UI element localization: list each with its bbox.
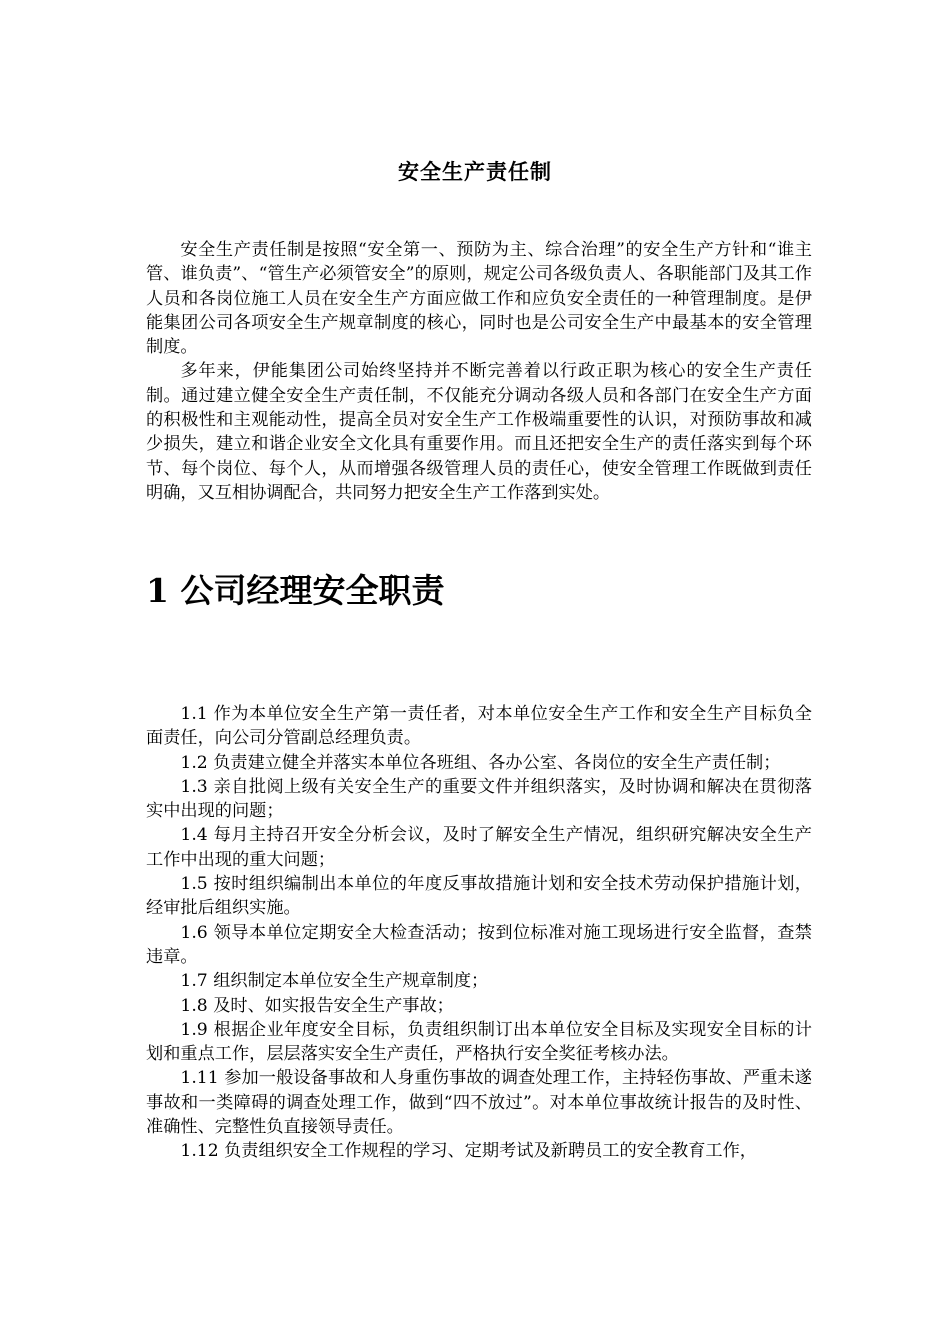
intro-paragraph: 安全生产责任制是按照“安全第一、预防为主、综合治理”的安全生产方针和“谁主管、谁负责”、“管生产必须管安全”的原则，规定公司各级负责人、各职能部门及其工作人员和各岗位施工人员在安全生产方面应做工作和应负安全责任的一种管理制度。是伊能集团公司各项安全生产规章制度的核心，同时也是公司安全生产中最基本的安全管理制度。 xyxy=(146,240,812,358)
intro-paragraph: 多年来，伊能集团公司始终坚持并不断完善着以行政正职为核心的安全生产责任制。通过建立健全安全生产责任制，不仅能充分调动各级人员和各部门在安全生产方面的积极性和主观能动性，提高全员对安全生产工作极端重要性的认识，对预防事故和减少损失，建立和谐企业安全文化具有重要作用。而且还把安全生产的责任落实到每个环节、每个岗位、每个人，从而增强各级管理人员的责任心，使安全管理工作既做到责任明确，又互相协调配合，共同努力把安全生产工作落到实处。 xyxy=(146,361,812,503)
section-heading: 1 公司经理安全职责 xyxy=(146,571,445,610)
duty-list xyxy=(146,702,812,1164)
duty-item: 1.8 及时、如实报告安全生产事故； xyxy=(180,995,454,1016)
intro-section xyxy=(146,238,812,505)
duty-item: 1.12 负责组织安全工作规程的学习、定期考试及新聘员工的安全教育工作， xyxy=(180,1141,757,1162)
duty-item: 1.4 每月主持召开安全分析会议，及时了解安全生产情况，组织研究解决安全生产工作中出现的重大问题； xyxy=(146,825,812,870)
duty-item: 1.5 按时组织编制出本单位的年度反事故措施计划和安全技术劳动保护措施计划，经审批后组织实施。 xyxy=(146,874,812,919)
duty-item: 1.1 作为本单位安全生产第一责任者，对本单位安全生产工作和安全生产目标负全面责任，向公司分管副总经理负责。 xyxy=(146,704,812,749)
duty-item: 1.11 参加一般设备事故和人身重伤事故的调查处理工作，主持轻伤事故、严重未遂事故和一类障碍的调查处理工作，做到“四不放过”。对本单位事故统计报告的及时性、准确性、完整性负直接领导责任。 xyxy=(146,1068,812,1138)
document-title: 安全生产责任制 xyxy=(398,159,552,184)
duty-item: 1.7 组织制定本单位安全生产规章制度； xyxy=(180,971,489,992)
duty-item: 1.9 根据企业年度安全目标，负责组织制订出本单位安全目标及实现安全目标的计划和重点工作，层层落实安全生产责任，严格执行安全奖征考核办法。 xyxy=(146,1019,812,1065)
duty-item: 1.2 负责建立健全并落实本单位各班组、各办公室、各岗位的安全生产责任制； xyxy=(180,752,781,773)
duty-item: 1.3 亲自批阅上级有关安全生产的重要文件并组织落实，及时协调和解决在贯彻落实中出现的问题； xyxy=(146,776,812,822)
duty-item: 1.6 领导本单位定期安全大检查活动；按到位标准对施工现场进行安全监督，查禁违章。 xyxy=(146,922,812,967)
